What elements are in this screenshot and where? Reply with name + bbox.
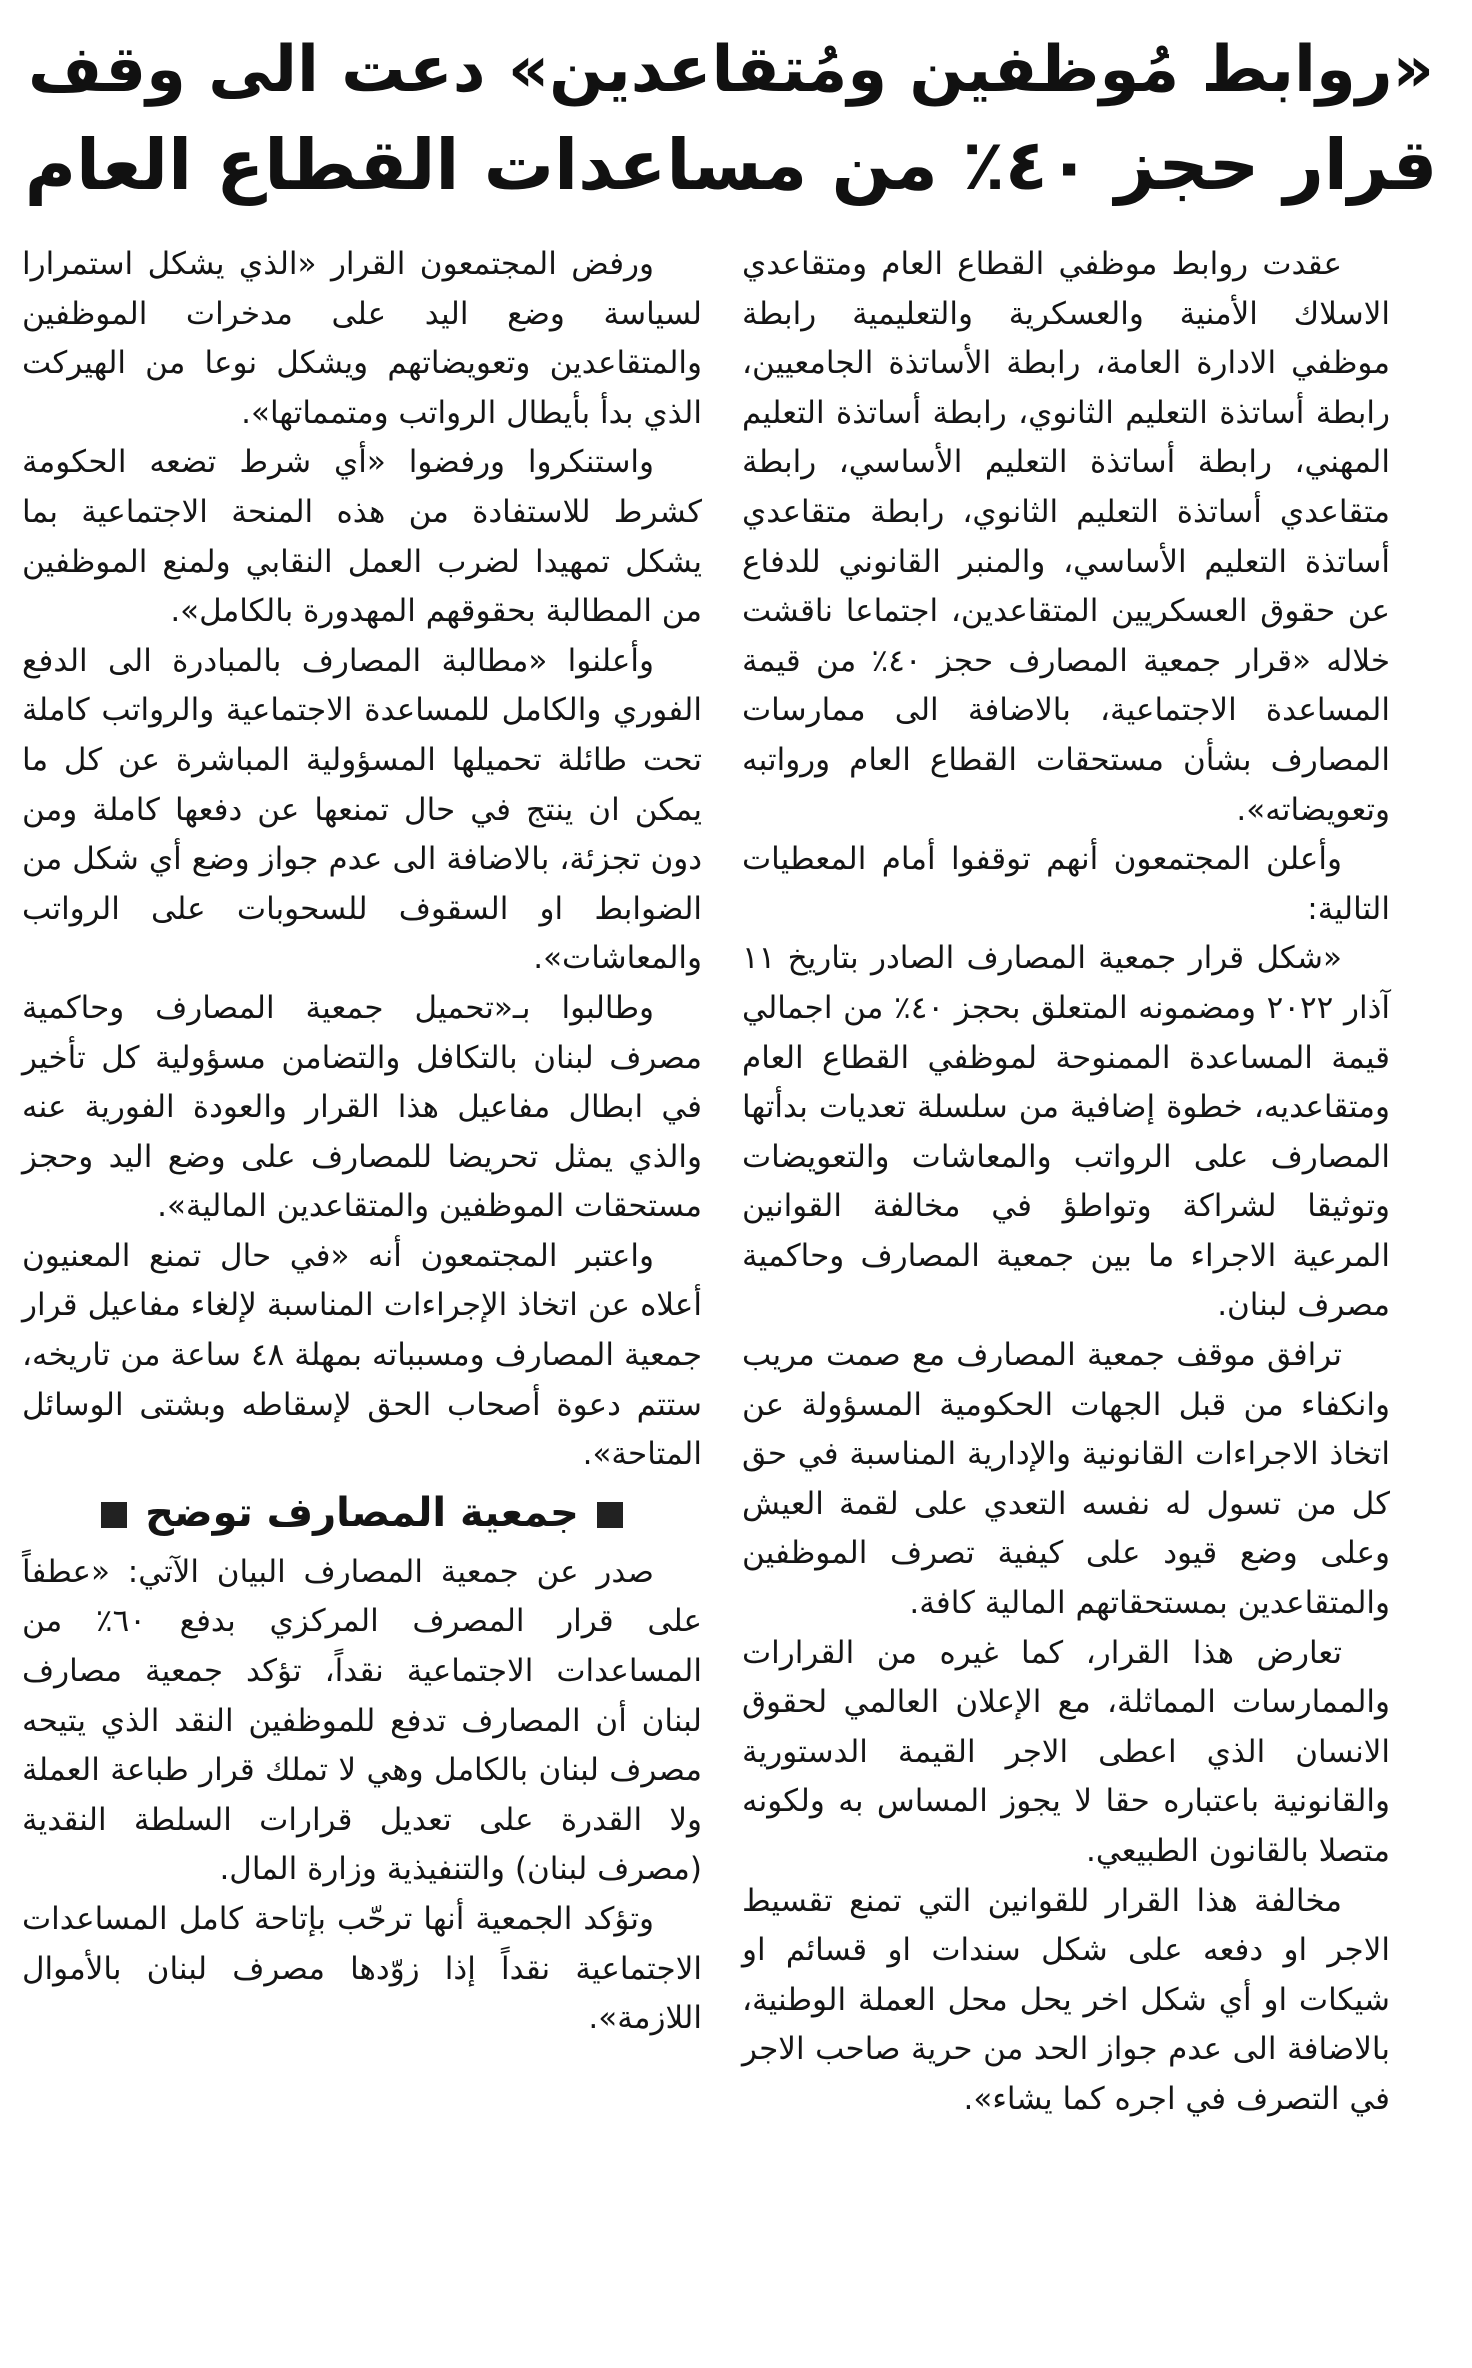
- article-column-right: [742, 240, 1390, 2125]
- paragraph: ترافق موقف جمعية المصارف مع صمت مريب وانكفاء من قبل الجهات الحكومية المسؤولة عن اتخاذ الاجراءات القانونية والإدارية المناسبة في حق كل من تسول له نفسه التعدي على لقمة العيش وعلى وضع قيود على كيفية تصرف الموظفين والمتقاعدين بمستحقاتهم المالية كافة.: [742, 1337, 1390, 1622]
- paragraph: «شكل قرار جمعية المصارف الصادر بتاريخ ١١ آذار ٢٠٢٢ ومضمونه المتعلق بحجز ٤٠٪ من اجمالي قيمة المساعدة الممنوحة لموظفي القطاع العام ومتقاعديه، خطوة إضافية من سلسلة تعديات بدأتها المصارف على الرواتب والمعاشات والتعويضات وتوثيقا لشراكة وتواطؤ في مخالفة القوانين المرعية الاجراء ما بين جمعية المصارف وحاكمية مصرف لبنان.: [742, 940, 1390, 1324]
- square-bullet-icon: [597, 1502, 623, 1528]
- paragraph: وأعلن المجتمعون أنهم توقفوا أمام المعطيات التالية:: [742, 841, 1390, 927]
- paragraph: عقدت روابط موظفي القطاع العام ومتقاعدي الاسلاك الأمنية والعسكرية والتعليمية رابطة موظفي الادارة العامة، رابطة الأساتذة الجامعيين، رابطة أساتذة التعليم الثانوي، رابطة أساتذة التعليم المهني، رابطة أساتذة التعليم الأساسي، رابطة متقاعدي أساتذة التعليم الثانوي، رابطة متقاعدي أساتذة التعليم الأساسي، والمنبر القانوني للدفاع عن حقوق العسكريين المتقاعدين، اجتماعا ناقشت خلاله «قرار جمعية المصارف حجز ٤٠٪ من قيمة المساعدة الاجتماعية، بالاضافة الى ممارسات المصارف بشأن مستحقات القطاع العام ورواتبه وتعويضاته».: [742, 246, 1390, 828]
- paragraph: واستنكروا ورفضوا «أي شرط تضعه الحكومة كشرط للاستفادة من هذه المنحة الاجتماعية بما يشكل تمهيدا لضرب العمل النقابي ولمنع الموظفين من المطالبة بحقوقهم المهدورة بالكامل».: [22, 444, 702, 630]
- article-column-left: [22, 240, 702, 2044]
- headline-line-1: «روابط مُوظفين ومُتقاعدين» دعت الى وقف: [28, 33, 1434, 107]
- subheading: [22, 1482, 702, 1544]
- paragraph: وأعلنوا «مطالبة المصارف بالمبادرة الى الدفع الفوري والكامل للمساعدة الاجتماعية والرواتب كاملة تحت طائلة تحميلها المسؤولية المباشرة عن كل ما يمكن ان ينتج في حال تمنعها عن دفعها كاملة ومن دون تجزئة، بالاضافة الى عدم جواز وضع أي شكل من الضوابط او السقوف للسحوبات على الرواتب والمعاشات».: [22, 642, 702, 977]
- paragraph: ورفض المجتمعون القرار «الذي يشكل استمرارا لسياسة وضع اليد على مدخرات الموظفين والمتقاعدين وتعويضاتهم ويشكل نوعا من الهيركت الذي بدأ بأيطال الرواتب ومتمماتها».: [22, 246, 702, 431]
- square-bullet-icon: [101, 1502, 127, 1528]
- paragraph: واعتبر المجتمعون أنه «في حال تمنع المعنيون أعلاه عن اتخاذ الإجراءات المناسبة لإلغاء مفاعيل قرار جمعية المصارف ومسبباته بمهلة ٤٨ ساعة من تاريخه، ستتم دعوة أصحاب الحق لإسقاطه وبشتى الوسائل المتاحة».: [22, 1237, 702, 1473]
- paragraph: وتؤكد الجمعية أنها ترحّب بإتاحة كامل المساعدات الاجتماعية نقداً إذا زوّدها مصرف لبنان بالأموال اللازمة».: [22, 1901, 702, 2037]
- subheading-text: جمعية المصارف توضح: [145, 1489, 579, 1536]
- paragraph: وطالبوا بـ«تحميل جمعية المصارف وحاكمية مصرف لبنان بالتكافل والتضامن مسؤولية كل تأخير في ابطال مفاعيل هذا القرار والعودة الفورية عنه والذي يمثل تحريضا للمصارف على وضع اليد وحجز مستحقات الموظفين والمتقاعدين المالية».: [22, 989, 702, 1225]
- paragraph: تعارض هذا القرار، كما غيره من القرارات والممارسات المماثلة، مع الإعلان العالمي لحقوق الانسان الذي اعطى الاجر القيمة الدستورية والقانونية باعتباره حقا لا يجوز المساس به ولكونه متصلا بالقانون الطبيعي.: [742, 1634, 1390, 1869]
- headline-line-2: قرار حجز ٤٠٪ من مساعدات القطاع العام: [24, 124, 1438, 206]
- paragraph: صدر عن جمعية المصارف البيان الآتي: «عطفاً على قرار المصرف المركزي بدفع ٦٠٪ من المساعدات الاجتماعية نقداً، تؤكد جمعية مصارف لبنان أن المصارف تدفع للموظفين النقد الذي يتيحه مصرف لبنان بالكامل وهي لا تملك قرار طباعة العملة ولا القدرة على تعديل قرارات السلطة النقدية (مصرف لبنان) والتنفيذية وزارة المال.: [22, 1553, 702, 1888]
- paragraph: مخالفة هذا القرار للقوانين التي تمنع تقسيط الاجر او دفعه على شكل سندات او قسائم او شيكات او أي شكل اخر يحل محل العملة الوطنية، بالاضافة الى عدم جواز الحد من حرية صاحب الاجر في التصرف في اجره كما يشاء».: [742, 1882, 1390, 2117]
